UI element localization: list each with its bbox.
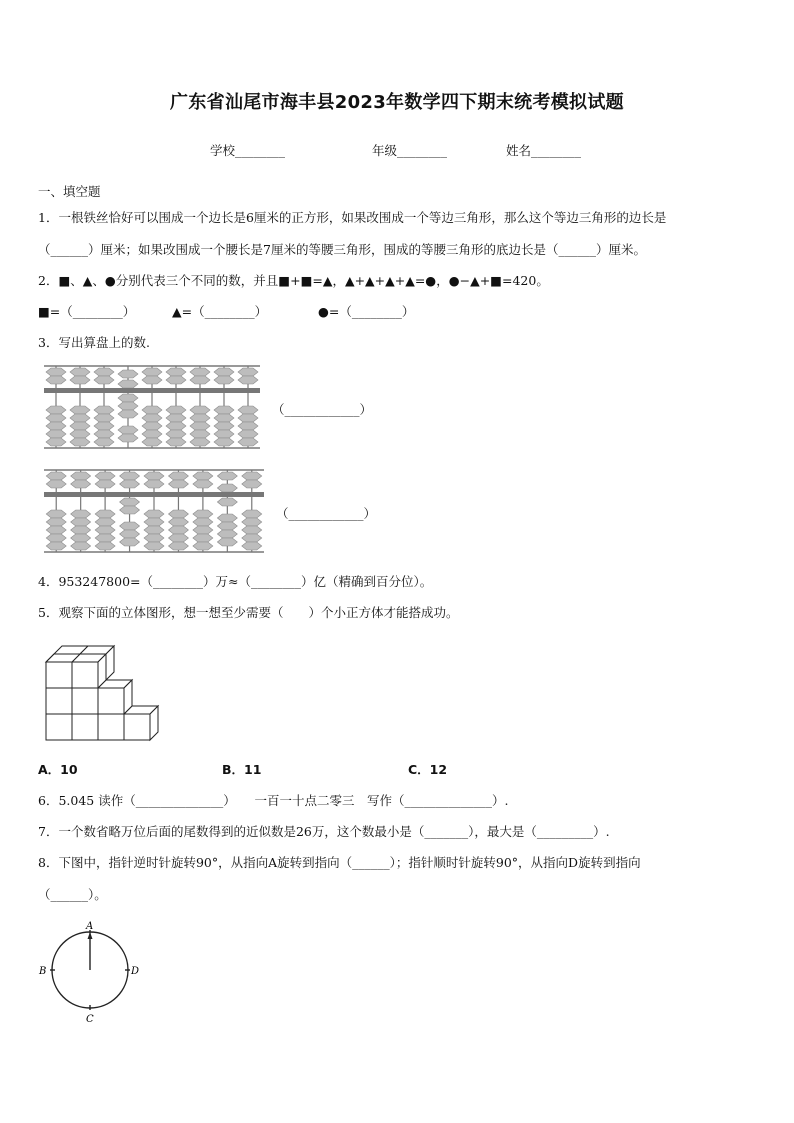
school-field: 学校________ — [210, 143, 286, 158]
dial-label-d: D — [131, 966, 140, 977]
option-b: B．11 — [222, 762, 262, 777]
question-2-answer-square: ■=（________） — [38, 304, 136, 319]
question-5-text: 5．观察下面的立体图形，想一想至少需要（ ）个小正方体才能搭成功。 — [38, 605, 459, 620]
question-2-answer-circle: ●=（________） — [318, 304, 415, 319]
question-3-blank-2: （____________） — [276, 506, 377, 521]
question-3-text: 3．写出算盘上的数. — [38, 335, 150, 350]
question-1-line-2: （______）厘米；如果改围成一个腰长是7厘米的等腰三角形，围成的等腰三角形的底边长是（______）厘米。 — [38, 242, 646, 257]
question-2-answer-triangle: ▲=（________） — [172, 304, 268, 319]
clock-dial-figure — [38, 920, 148, 1026]
question-8-line-1: 8．下图中，指针逆时针旋转90°，从指向A旋转到指向（______）；指针顺时针旋转90°，从指向D旋转到指向 — [38, 855, 641, 870]
page-title: 广东省汕尾市海丰县2023年数学四下期末统考模拟试题 — [170, 92, 624, 113]
grade-field: 年级________ — [372, 143, 448, 158]
question-4-text: 4．953247800=（________）万≈（________）亿（精确到百分位）。 — [38, 574, 433, 589]
question-1-line-1: 1．一根铁丝恰好可以围成一个边长是6厘米的正方形，如果改围成一个等边三角形，那么这个等边三角形的边长是 — [38, 210, 667, 225]
dial-label-c: C — [86, 1014, 94, 1025]
option-c: C．12 — [408, 762, 448, 777]
dial-label-b: B — [39, 966, 47, 977]
name-field: 姓名________ — [506, 143, 582, 158]
question-3-blank-1: （____________） — [272, 402, 373, 417]
question-6-text: 6．5.045 读作（______________） 一百一十点二零三 写作（______________）. — [38, 793, 509, 808]
cube-stack-figure — [44, 636, 158, 742]
question-8-line-2: （______）。 — [38, 887, 107, 902]
dial-label-a: A — [86, 921, 94, 932]
abacus-2-figure — [44, 470, 264, 554]
abacus-1-figure — [44, 366, 260, 450]
question-2-line-1: 2．■、▲、●分别代表三个不同的数，并且■+■=▲，▲+▲+▲+▲=●，●−▲+■=420。 — [38, 273, 549, 288]
question-7-text: 7．一个数省略万位后面的尾数得到的近似数是26万，这个数最小是（_______），最大是（_________）. — [38, 824, 610, 839]
section-heading: 一、填空题 — [38, 184, 101, 199]
option-a: A．10 — [38, 762, 78, 777]
